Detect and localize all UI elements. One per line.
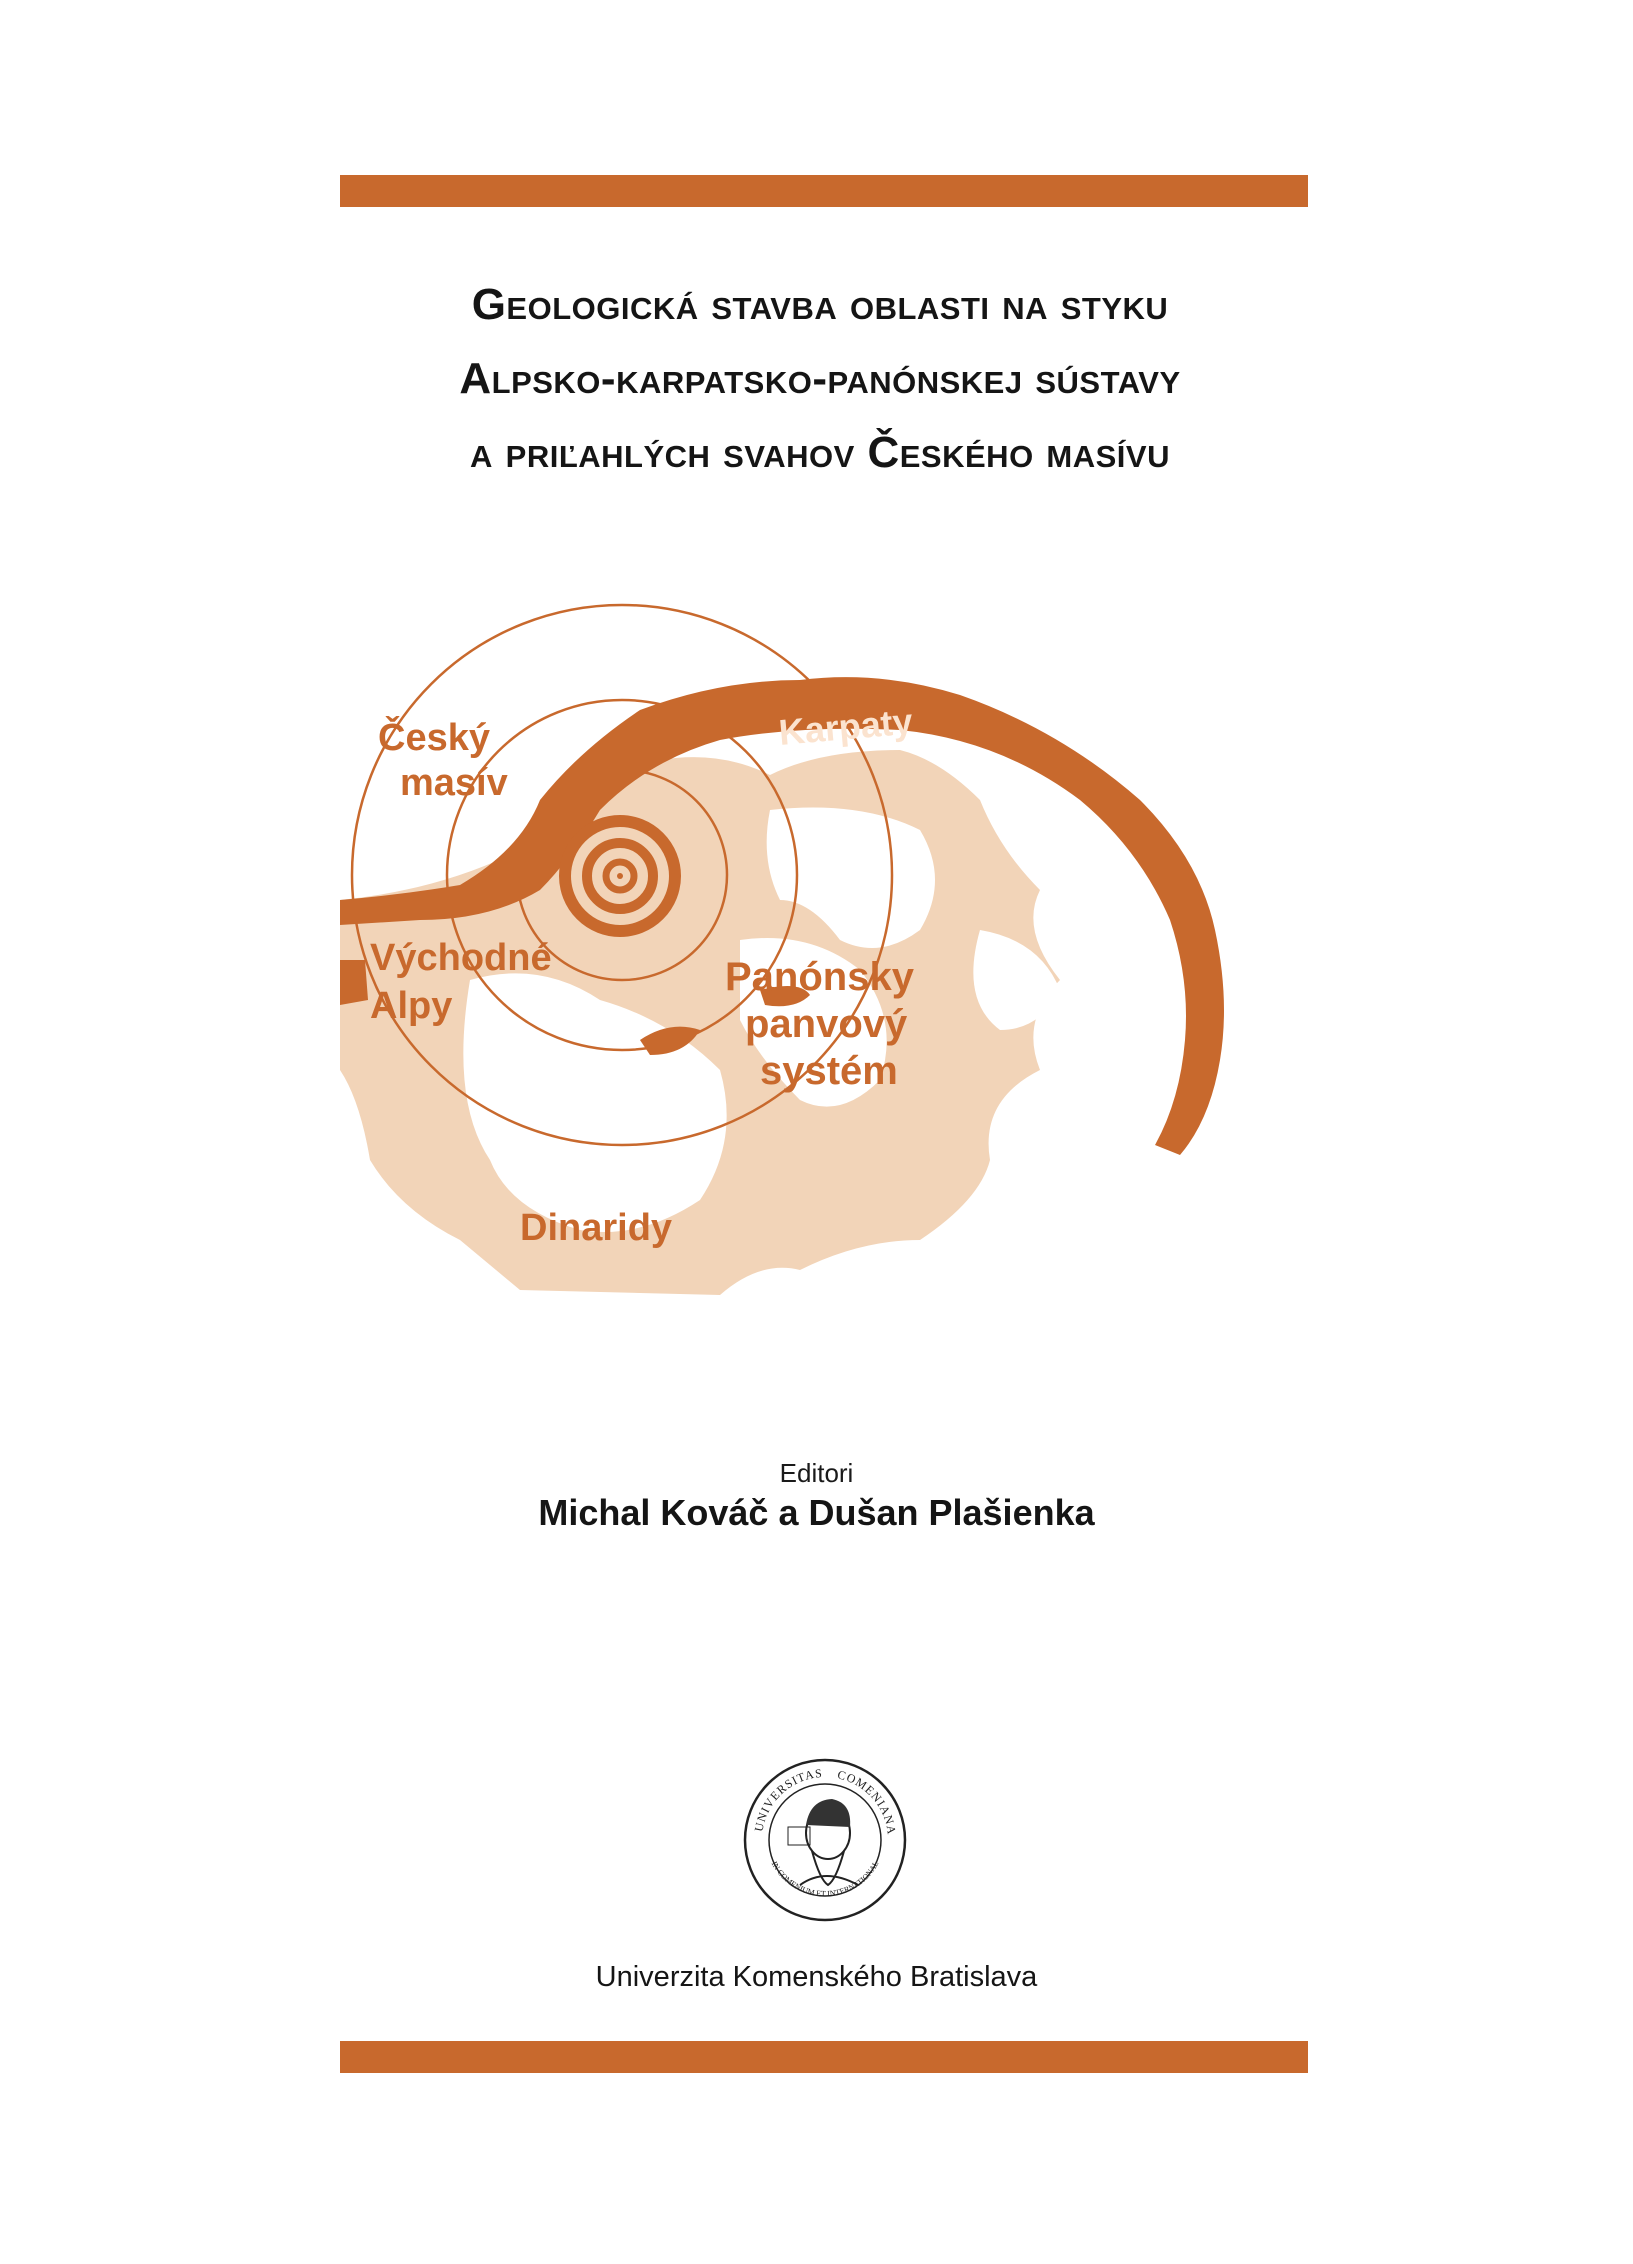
label-karpaty: Karpaty	[777, 700, 915, 753]
target-center-dot	[617, 873, 623, 879]
label-dinaridy: Dinaridy	[520, 1207, 673, 1249]
top-accent-bar	[340, 175, 1308, 207]
geological-map-illustration	[340, 600, 1320, 1300]
alps-stub	[340, 960, 368, 1005]
editors-names: Michal Kováč a Dušan Plašienka	[538, 1492, 1095, 1533]
title-line-1: Geologická stavba oblasti na styku	[471, 280, 1169, 329]
seal-legend-left: UNIVERSITAS	[751, 1765, 824, 1833]
label-panonsky: Panónsky	[725, 955, 914, 999]
label-alpy: Alpy	[370, 985, 453, 1027]
label-panvovy: panvový	[745, 1002, 908, 1046]
publisher-name: Univerzita Komenského Bratislava	[595, 1961, 1038, 1993]
university-seal-icon	[740, 1755, 910, 1925]
seal-legend-bottom: IN COMENIUM ET INTERNATIONAL	[769, 1859, 881, 1899]
book-title	[280, 268, 1360, 490]
seal-legend-right: COMENIANA	[836, 1767, 899, 1836]
bottom-accent-bar	[340, 2041, 1308, 2073]
editors-label: Editori	[779, 1458, 854, 1488]
title-line-3: a priľahlých svahov Českého masívu	[470, 428, 1170, 477]
label-cesky: Český	[378, 717, 490, 759]
title-line-2: Alpsko-karpatsko-panónskej sústavy	[459, 354, 1181, 403]
label-system: systém	[760, 1049, 898, 1093]
label-masiv: masív	[400, 762, 508, 804]
basin-white-4	[973, 930, 1060, 1030]
label-vychodne: Východné	[370, 937, 552, 979]
svg-text:IN COMENIUM ET INTERNATIONAL	[770, 1859, 881, 1898]
